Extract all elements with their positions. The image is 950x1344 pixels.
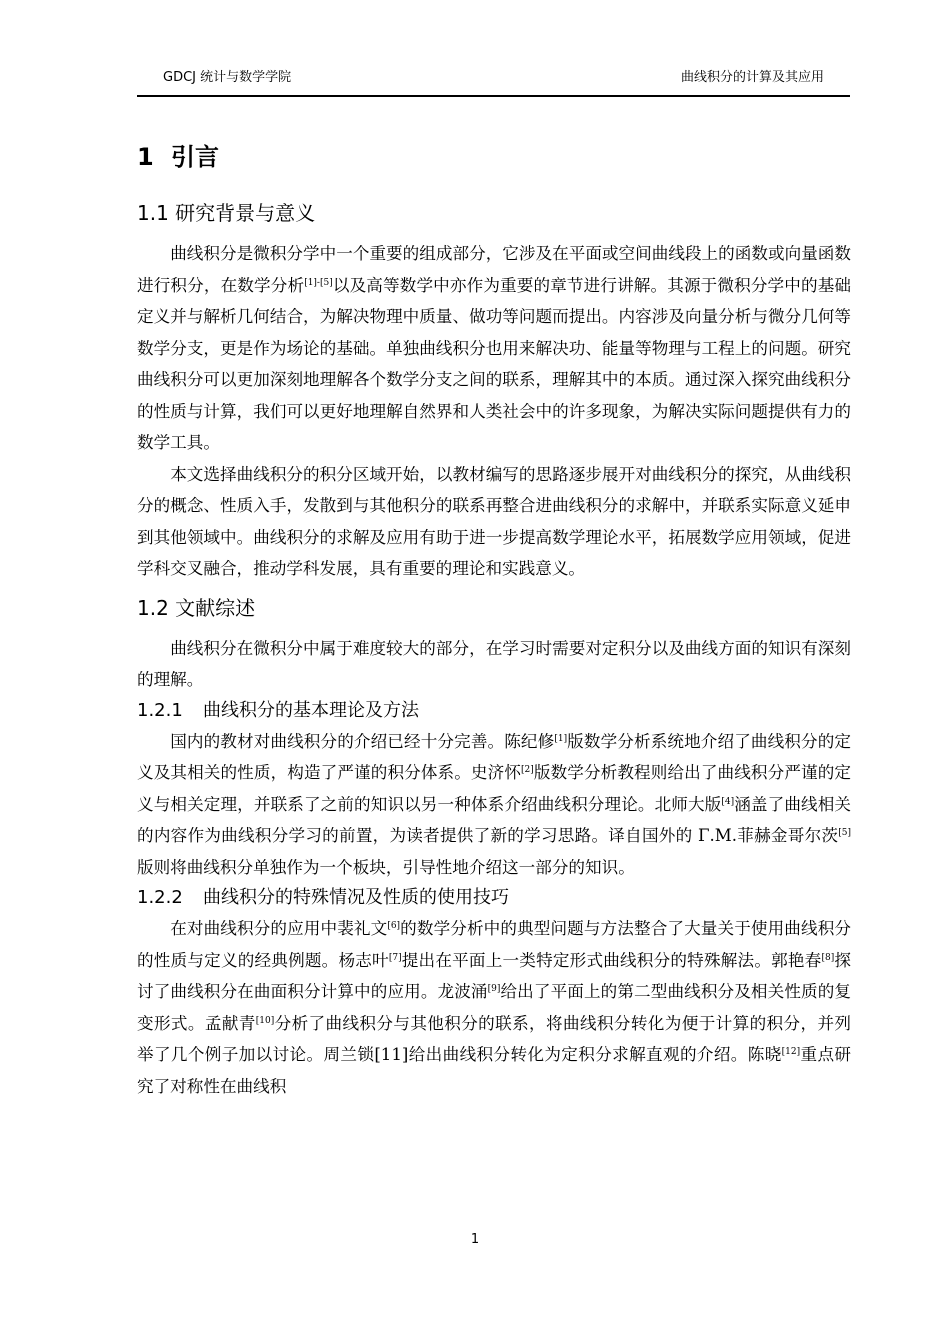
subsection-number: 1.2.2 bbox=[137, 887, 183, 908]
main-content bbox=[137, 140, 851, 1102]
subsection-title: 曲线积分的特殊情况及性质的使用技巧 bbox=[203, 887, 509, 908]
page-header bbox=[137, 64, 850, 96]
paragraph-text: 的数学分析中的典型问题与方法整合了大量关于使用曲线积分的性质与定义的经典例题。杨志叶 bbox=[137, 919, 852, 970]
section-1-2-2-paragraph bbox=[137, 913, 851, 1102]
paragraph-text: 在对曲线积分的应用中裴礼文 bbox=[170, 919, 388, 938]
paragraph-text: 版数学分析系统地介绍了曲线积分的定义及其相关的性质，构造了严谨的积分体系。史济怀 bbox=[137, 731, 852, 782]
citation: [9] bbox=[487, 984, 501, 994]
section-1-1-paragraph-1 bbox=[137, 238, 851, 459]
paragraph-text: 提出在平面上一类特定形式曲线积分的特殊解法。郭艳春 bbox=[401, 950, 822, 970]
header-thesis-title: 曲线积分的计算及其应用 bbox=[680, 70, 824, 85]
section-1-2-2-heading bbox=[137, 883, 851, 913]
paragraph-text: 版数学分析教程则给出了曲线积分严谨的定义与相关定理，并联系了之前的知识以另一种体系介绍曲线积分理论。北师大版 bbox=[137, 763, 852, 814]
section-1-2-heading: 1.2 文献综述 bbox=[137, 595, 256, 620]
citation: [4] bbox=[721, 796, 735, 807]
paragraph-text: 重点研究了对称性在曲线积 bbox=[137, 1045, 852, 1096]
chapter-number: 1 bbox=[137, 143, 154, 171]
paragraph-text: 探讨了曲线积分在曲面积分计算中的应用。龙波涌 bbox=[137, 950, 852, 1001]
page-number: 1 bbox=[470, 1232, 480, 1247]
paragraph-text: 以及高等数学中亦作为重要的章节进行讲解。其源于微积分学中的基础定义并与解析几何结合，为解决物理中质量、做功等问题而提出。内容涉及向量分析与微分几何等数学分支，更是作为场论的基础。单独曲线积分也用来解决功、能量等物理与工程上的问题。研究曲线积分可以更加深刻地理解各个数学分支之间的联系，理解其中的本质。通过深入探究曲线积分的性质与计算，我们可以更好地理解自然界和人类社会中的许多现象，为解决实际问题提供有力的数学工具。 bbox=[137, 275, 852, 452]
citation: [7] bbox=[388, 952, 402, 963]
section-1-1-paragraph-2: 本文选择曲线积分的积分区域开始，以教材编写的思路逐步展开对曲线积分的探究，从曲线积分的概念、性质入手，发散到与其他积分的联系再整合进曲线积分的求解中，并联系实际意义延申到其他领域中。曲线积分的求解及应用有助于进一步提高数学理论水平，拓展数学应用领域，促进学科交叉融合，推动学科发展，具有重要的理论和实践意义。 bbox=[137, 464, 851, 578]
section-1-1-heading: 1.1 研究背景与意义 bbox=[137, 201, 316, 225]
header-rule bbox=[137, 95, 850, 97]
section-1-2-1-paragraph bbox=[137, 726, 851, 884]
citation: [1] bbox=[554, 733, 568, 744]
paragraph-text: 涵盖了曲线相关的内容作为曲线积分学习的前置，为读者提供了新的学习思路。译自国外的 Γ.M.菲赫金哥尔茨 bbox=[137, 794, 851, 845]
header-institution: GDCJ 统计与数学学院 bbox=[163, 70, 292, 85]
subsection-title: 曲线积分的基本理论及方法 bbox=[203, 699, 419, 721]
paragraph-text: 给出了平面上的第二型曲线积分及相关性质的复变形式。孟献青 bbox=[137, 982, 851, 1033]
citation: [8] bbox=[821, 952, 835, 963]
paragraph-text: 分析了曲线积分与其他积分的联系，将曲线积分转化为便于计算的积分，并列举了几个例子加以讨论。周兰锁[11]给出曲线积分转化为定积分求解直观的介绍。陈晓 bbox=[137, 1013, 852, 1064]
subsection-number: 1.2.1 bbox=[137, 699, 183, 721]
chapter-heading bbox=[137, 140, 851, 174]
paragraph-text: 曲线积分是微积分学中一个重要的组成部分，它涉及在平面或空间曲线段上的函数或向量函数进行积分，在数学分析 bbox=[137, 244, 851, 295]
citation: [12] bbox=[781, 1047, 801, 1057]
section-1-2-1-heading bbox=[137, 696, 851, 726]
citation: [5] bbox=[838, 828, 851, 838]
chapter-title: 引言 bbox=[171, 143, 219, 171]
paragraph-text: 国内的教材对曲线积分的介绍已经十分完善。陈纪修 bbox=[170, 731, 555, 751]
section-1-2-paragraph-1: 曲线积分在微积分中属于难度较大的部分，在学习时需要对定积分以及曲线方面的知识有深刻的理解。 bbox=[137, 638, 851, 689]
citation: [2] bbox=[521, 765, 534, 775]
citation: [10] bbox=[255, 1015, 275, 1026]
citation: [1]-[5] bbox=[304, 277, 333, 288]
citation: [6] bbox=[387, 921, 401, 931]
paragraph-text: 版则将曲线积分单独作为一个板块，引导性地介绍这一部分的知识。 bbox=[137, 857, 635, 877]
